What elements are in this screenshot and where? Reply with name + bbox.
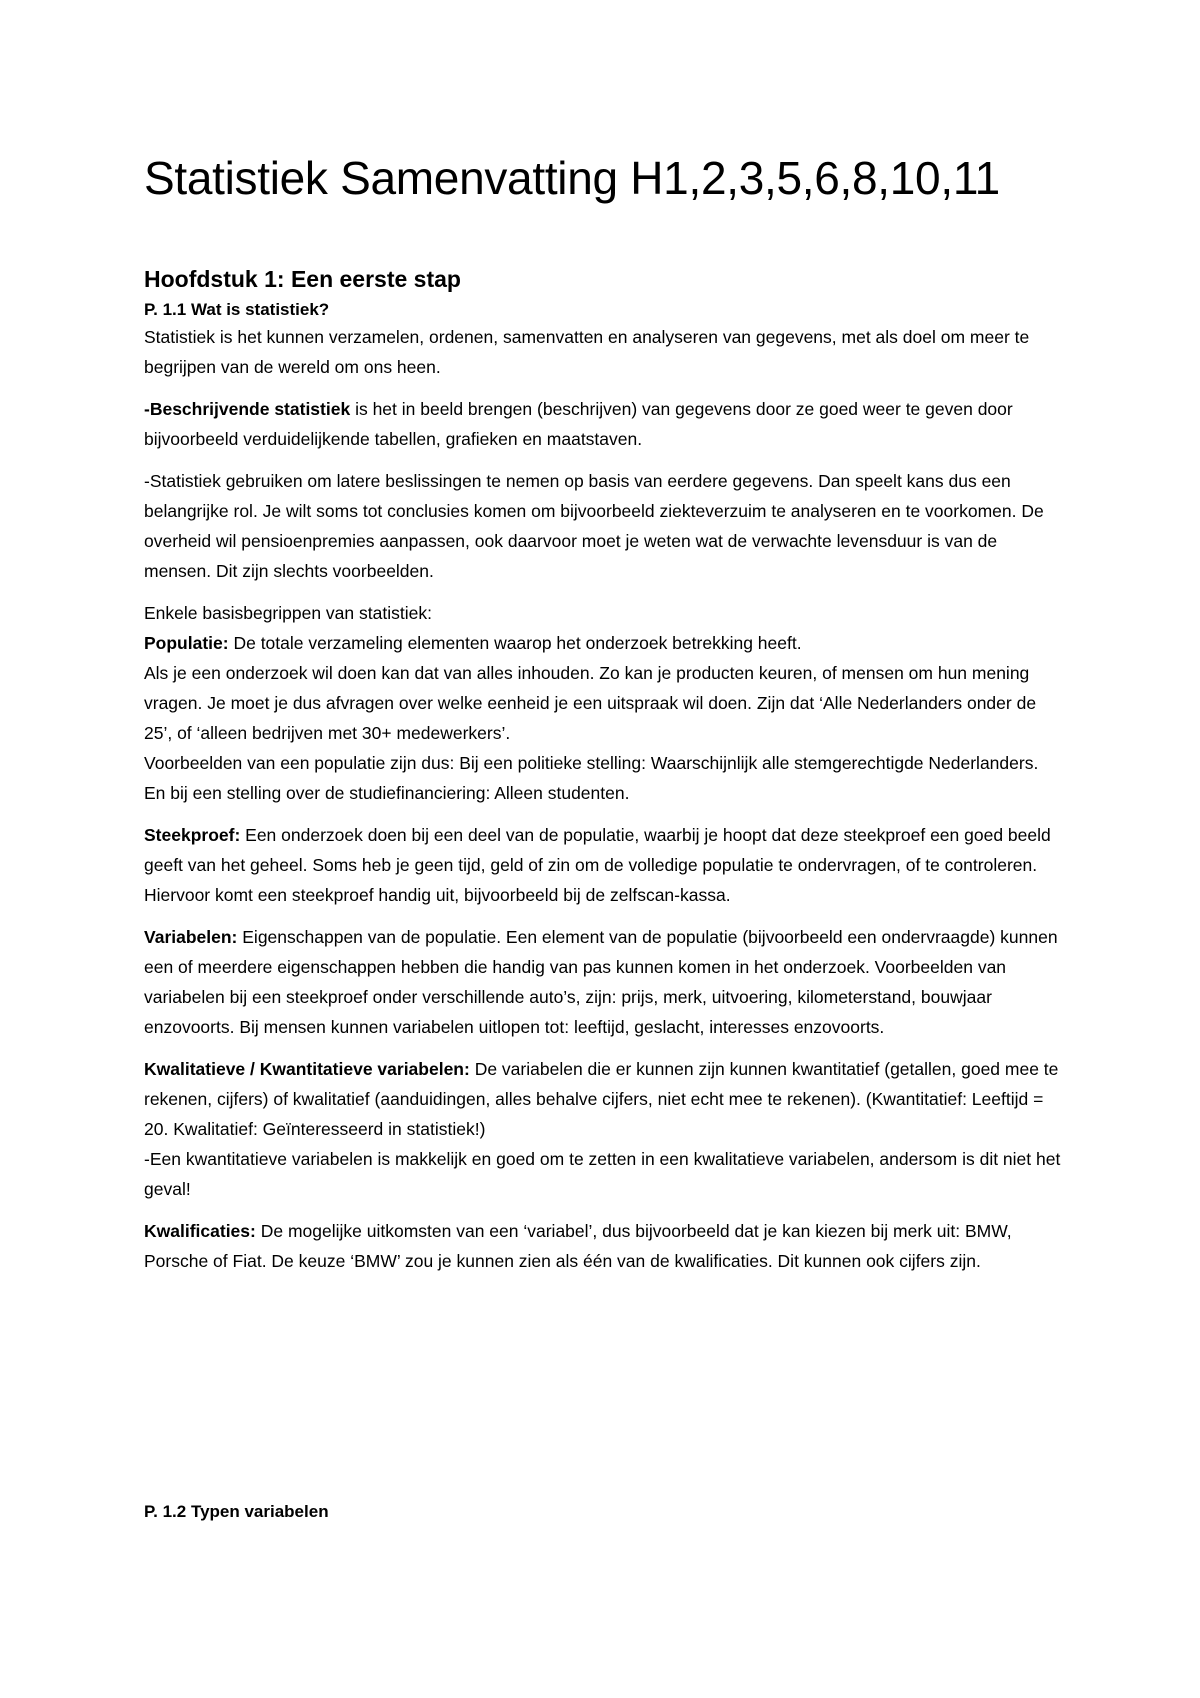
sample-text: Een onderzoek doen bij een deel van de populatie, waarbij je hoopt dat deze steekproef een goed beeld geeft van het geheel. Soms heb je geen tijd, geld of zin om de volledige populatie te ondervragen, of te controleren. Hiervoor komt een steekproef handig uit, bijvoorbeeld bij de zelfscan-kassa. xyxy=(144,825,1051,905)
variables-paragraph xyxy=(144,922,1064,1042)
descriptive-statistics-text: is het in beeld brengen (beschrijven) van gegevens door ze goed weer te geven door bijvoorbeeld verduidelijkende tabellen, grafieken en maatstaven. xyxy=(144,399,1013,449)
qual-quant-term: Kwalitatieve / Kwantitatieve variabelen: xyxy=(144,1059,470,1079)
descriptive-statistics-paragraph xyxy=(144,394,1064,454)
section-heading-1-2: P. 1.2 Typen variabelen xyxy=(144,1502,329,1521)
qual-quant-paragraph xyxy=(144,1054,1064,1144)
intro-paragraph: Statistiek is het kunnen verzamelen, ordenen, samenvatten en analyseren van gegevens, met als doel om meer te begrijpen van de wereld om ons heen. xyxy=(144,327,1030,377)
sample-term: Steekproef: xyxy=(144,825,241,845)
statistics-usage-paragraph: -Statistiek gebruiken om latere beslissingen te nemen op basis van eerdere gegevens. Dan speelt kans dus een belangrijke rol. Je wilt soms tot conclusies komen om bijvoorbeeld ziekteverzuim te analyseren en te voorkomen. De overheid wil pensioenpremies aanpassen, ook daarvoor moet je weten wat de verwachte levensduur is van de mensen. Dit zijn slechts voorbeelden. xyxy=(144,471,1044,581)
qualifications-term: Kwalificaties: xyxy=(144,1221,256,1241)
chapter-heading: Hoofdstuk 1: Een eerste stap xyxy=(144,266,461,292)
sample-paragraph xyxy=(144,820,1064,910)
qualifications-text: De mogelijke uitkomsten van een ‘variabel’, dus bijvoorbeeld dat je kan kiezen bij merk uit: BMW, Porsche of Fiat. De keuze ‘BMW’ zou je kunnen zien als één van de kwalificaties. Dit kunnen ook cijfers zijn. xyxy=(144,1221,1012,1271)
section-heading-1-1: P. 1.1 Wat is statistiek? xyxy=(144,300,330,319)
qualifications-paragraph xyxy=(144,1216,1064,1276)
basics-intro: Enkele basisbegrippen van statistiek: xyxy=(144,603,432,623)
population-definition-text: De totale verzameling elementen waarop het onderzoek betrekking heeft. xyxy=(228,633,802,653)
variables-term: Variabelen: xyxy=(144,927,238,947)
descriptive-statistics-term: -Beschrijvende statistiek xyxy=(144,399,351,419)
document-content xyxy=(144,150,1064,1288)
qual-quant-note: -Een kwantitatieve variabelen is makkelijk en goed om te zetten in een kwalitatieve variabelen, andersom is dit niet het geval! xyxy=(144,1149,1061,1199)
population-definition xyxy=(144,628,1064,658)
document-title: Statistiek Samenvatting H1,2,3,5,6,8,10,11 xyxy=(144,152,1000,204)
variables-text: Eigenschappen van de populatie. Een element van de populatie (bijvoorbeeld een ondervraagde) kunnen een of meerdere eigenschappen hebben die handig van pas kunnen komen in het onderzoek. Voorbeelden van variabelen bij een steekproef onder verschillende auto’s, zijn: prijs, merk, uitvoering, kilometerstand, bouwjaar enzovoorts. Bij mensen kunnen variabelen uitlopen tot: leeftijd, geslacht, interesses enzovoorts. xyxy=(144,927,1058,1037)
population-term: Populatie: xyxy=(144,633,229,653)
qual-quant-text: De variabelen die er kunnen zijn kunnen kwantitatief (getallen, goed mee te rekenen, cijfers) of kwalitatief (aanduidingen, alles behalve cijfers, niet echt mee te rekenen). (Kwantitatief: Leeftijd = 20. Kwalitatief: Geïnteresseerd in statistiek!) xyxy=(144,1059,1059,1139)
population-explanation: Als je een onderzoek wil doen kan dat van alles inhouden. Zo kan je producten keuren, of mensen om hun mening vragen. Je moet je dus afvragen over welke eenheid je een uitspraak wil doen. Zijn dat ‘Alle Nederlanders onder de 25’, of ‘alleen bedrijven met 30+ medewerkers’. xyxy=(144,663,1037,743)
population-examples: Voorbeelden van een populatie zijn dus: Bij een politieke stelling: Waarschijnlijk alle stemgerechtigde Nederlanders. En bij een stelling over de studiefinanciering: Alleen studenten. xyxy=(144,753,1039,803)
